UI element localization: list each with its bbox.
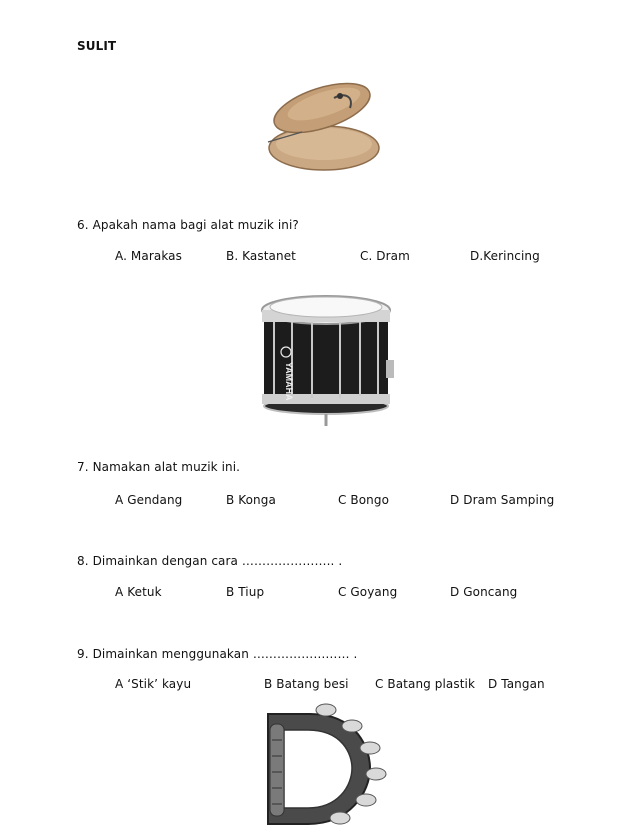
question-6-text: 6. Apakah nama bagi alat muzik ini? [77,218,299,232]
question-8-text: 8. Dimainkan dengan cara ………………….. . [77,554,343,568]
q7-option-a: A Gendang [115,493,183,507]
q8-option-d: D Goncang [450,585,518,599]
header-label: SULIT [77,39,117,53]
snare-drum-icon [256,290,398,430]
q9-option-c: C Batang plastik [375,677,476,691]
q7-option-d: D Dram Samping [450,493,555,507]
question-7-text: 7. Namakan alat muzik ini. [77,460,241,474]
tambourine-icon [258,700,388,826]
q9-option-a: A ‘Stik’ kayu [115,677,192,691]
drum-brand-logo: YAMAHA [284,362,294,401]
q8-option-a: A Ketuk [115,585,162,599]
q9-option-d: D Tangan [488,677,545,691]
q6-option-c: C. Dram [360,249,410,263]
question-9-text: 9. Dimainkan menggunakan …………………… . [77,647,358,661]
q7-option-c: C Bongo [338,493,390,507]
q7-option-b: B Konga [226,493,276,507]
q8-option-c: C Goyang [338,585,398,599]
q6-option-b: B. Kastanet [226,249,296,263]
q6-option-a: A. Marakas [115,249,182,263]
castanet-icon [262,78,384,178]
q9-option-b: B Batang besi [264,677,349,691]
q8-option-b: B Tiup [226,585,265,599]
q6-option-d: D.Kerincing [470,249,540,263]
